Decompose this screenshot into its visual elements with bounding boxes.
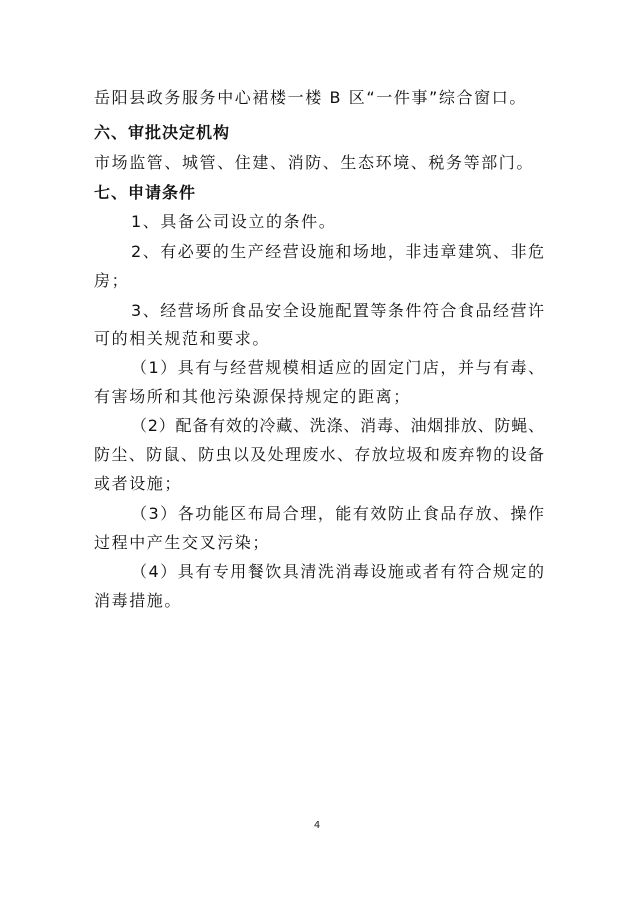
paragraph-line: 或者设施； <box>94 474 183 493</box>
paragraph-line: 可的相关规范和要求。 <box>94 329 271 348</box>
paragraph-line: 过程中产生交叉污染； <box>94 533 271 552</box>
sub-item: （1）具有与经营规模相适应的固定门店，并与有毒、 <box>131 358 544 377</box>
paragraph-line: 消毒措施。 <box>94 591 183 610</box>
paragraph-line: 房； <box>94 271 130 290</box>
list-item: 3、经营场所食品安全设施配置等条件符合食品经营许 <box>131 301 544 320</box>
page-number: 4 <box>313 820 321 831</box>
paragraph-line: 有害场所和其他污染源保持规定的距离； <box>94 387 411 406</box>
paragraph-line: 岳阳县政务服务中心裙楼一楼 B 区“一件事”综合窗口。 <box>94 88 527 107</box>
paragraph-line: 市场监管、城管、住建、消防、生态环境、税务等部门。 <box>94 153 535 172</box>
paragraph-line: 防尘、防鼠、防虫以及处理废水、存放垃圾和废弃物的设备 <box>94 445 544 464</box>
sub-item: （2）配备有效的冷藏、洗涤、消毒、油烟排放、防蝇、 <box>131 416 544 435</box>
sub-item: （3）各功能区布局合理，能有效防止食品存放、操作 <box>131 504 544 523</box>
list-item: 1、具备公司设立的条件。 <box>131 212 337 231</box>
section-heading: 六、审批决定机构 <box>94 123 231 142</box>
sub-item: （4）具有专用餐饮具清洗消毒设施或者有符合规定的 <box>131 562 544 581</box>
section-heading: 七、申请条件 <box>94 183 197 202</box>
list-item: 2、有必要的生产经营设施和场地，非违章建筑、非危 <box>131 242 544 261</box>
